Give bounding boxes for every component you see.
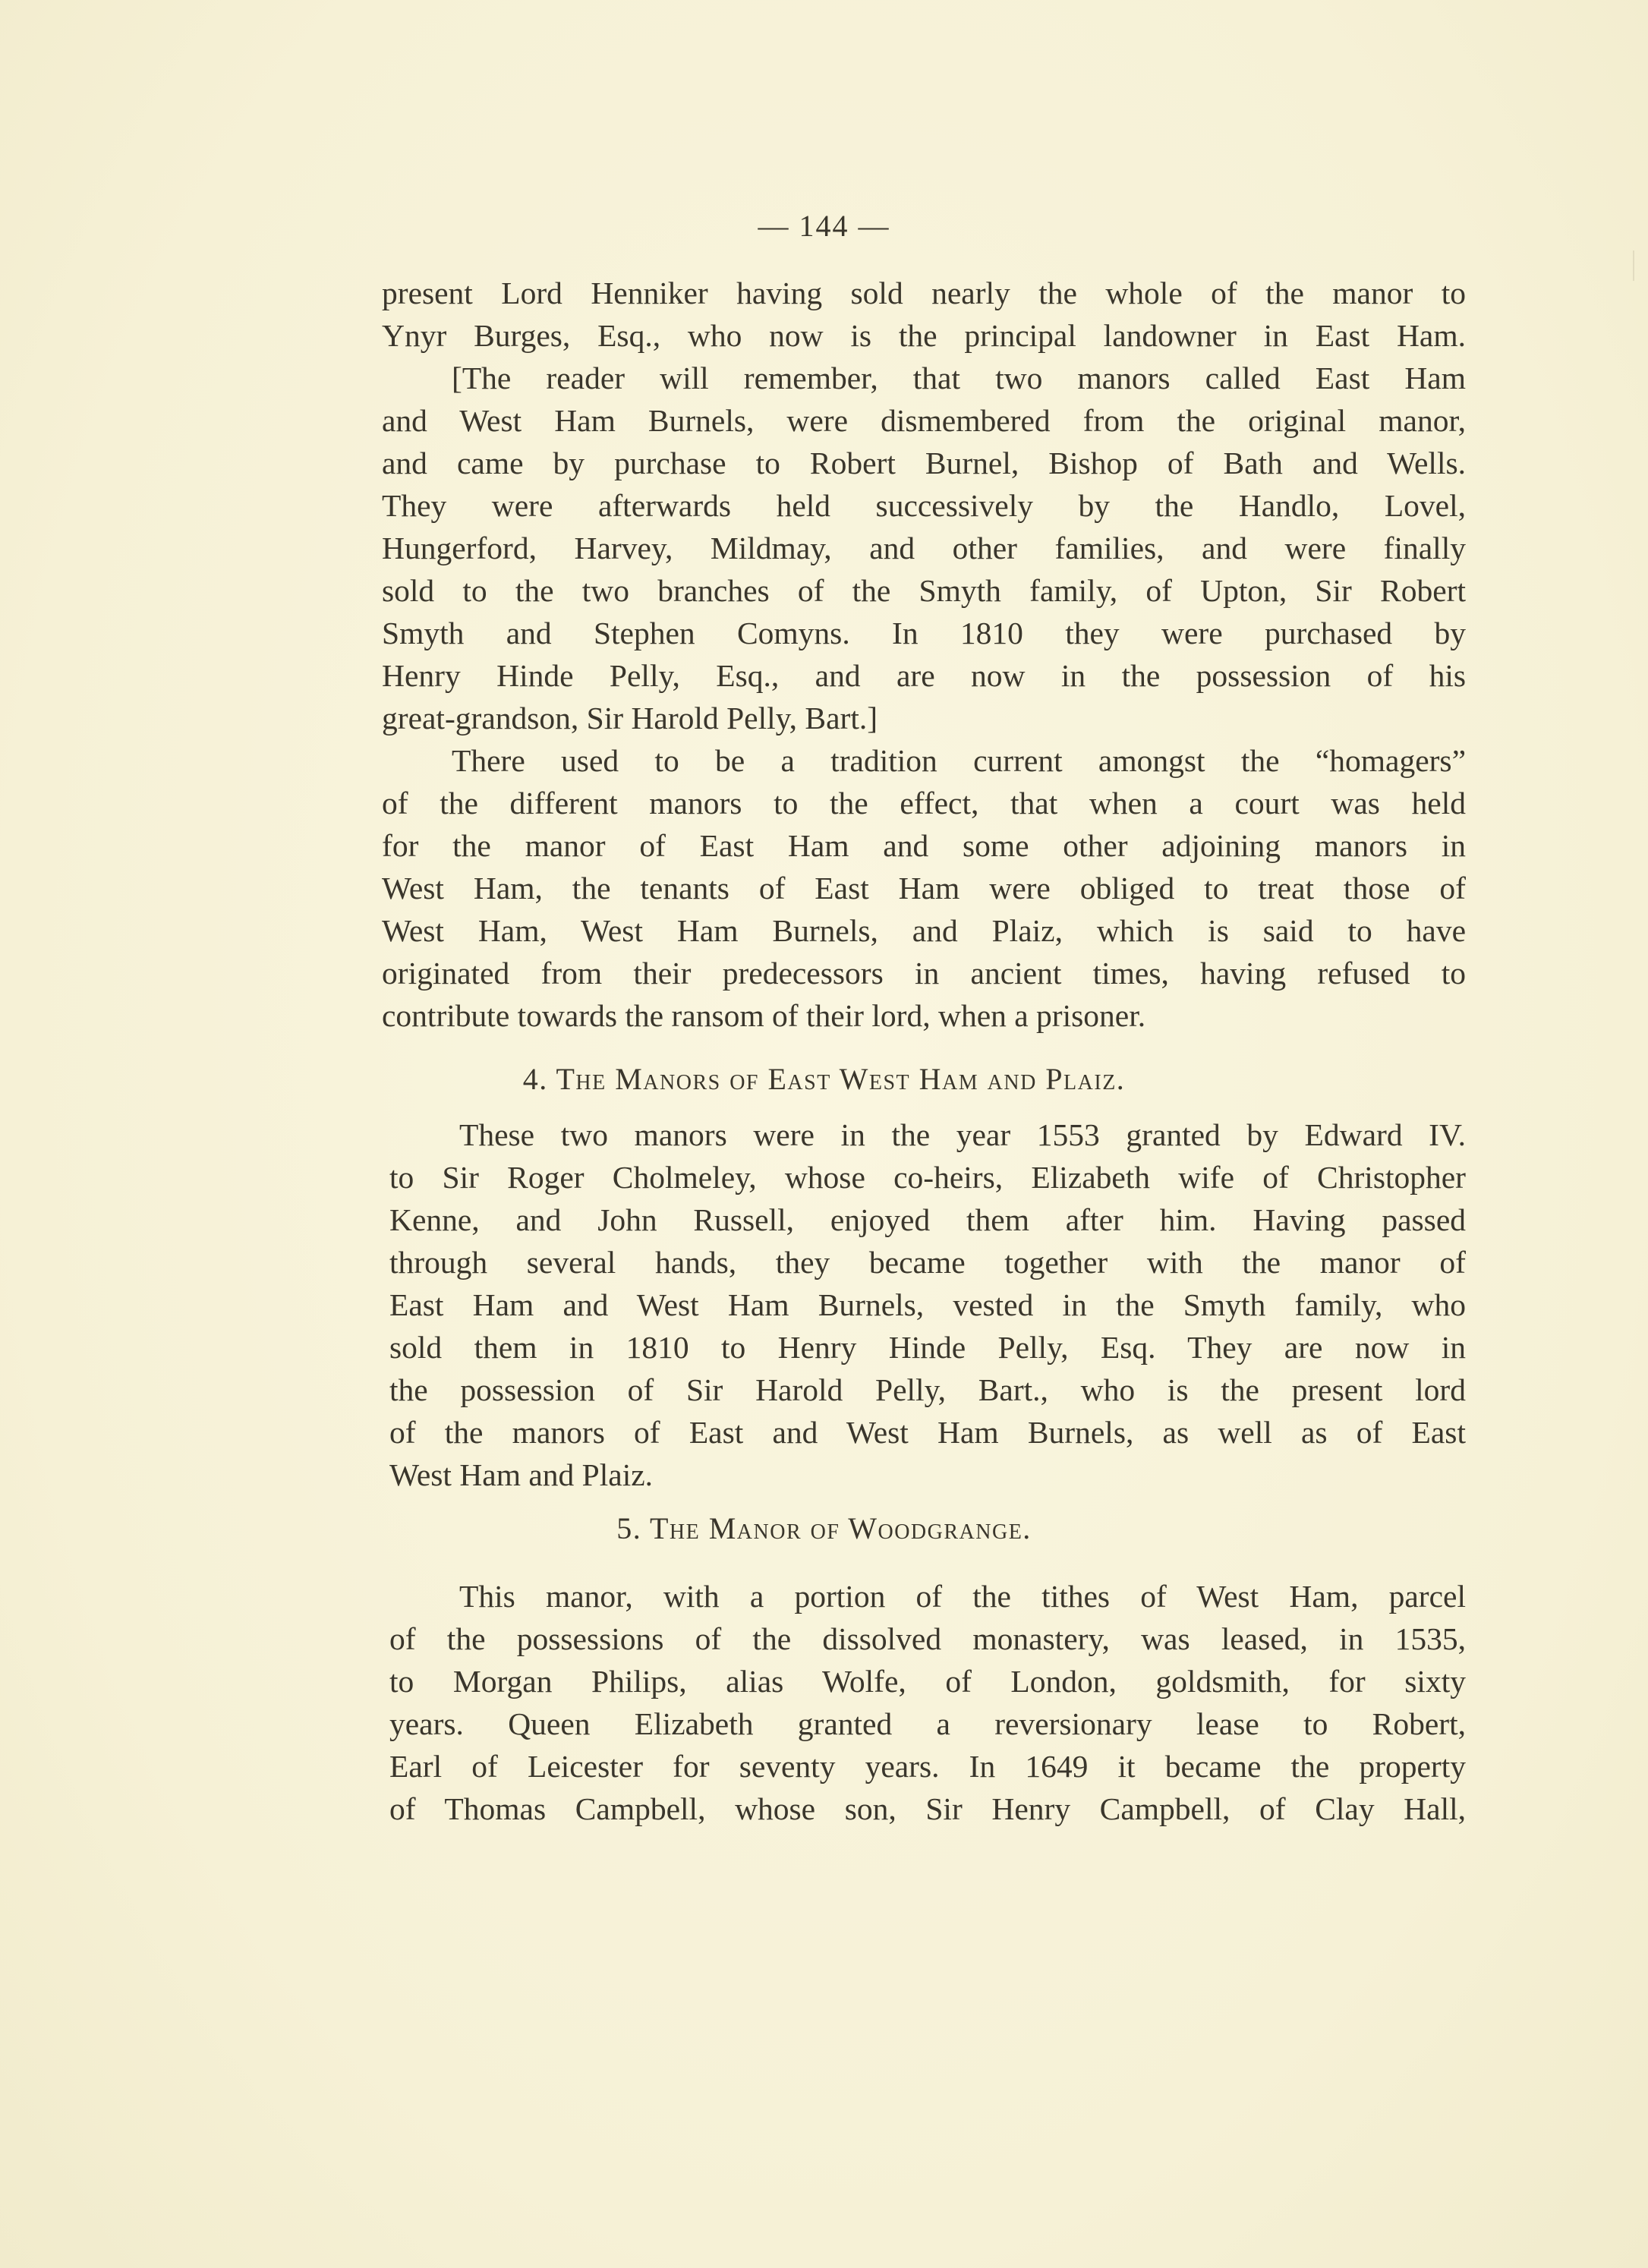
- text-line: sold to the two branches of the Smyth family, of Upton, Sir Robert: [382, 573, 1466, 608]
- text-line: sold them in 1810 to Henry Hinde Pelly, Esq. They are now in: [389, 1330, 1466, 1365]
- text-line: Henry Hinde Pelly, Esq., and are now in the possession of his: [382, 658, 1466, 693]
- paragraph-block-3: [389, 1575, 1466, 1830]
- section-heading-text: 5. The Manor of Woodgrange.: [616, 1511, 1032, 1545]
- text-line: years. Queen Elizabeth granted a reversionary lease to Robert,: [389, 1706, 1466, 1741]
- text-line: They were afterwards held successively by the Handlo, Lovel,: [382, 488, 1466, 523]
- text-line: through several hands, they became together with the manor of: [389, 1245, 1466, 1280]
- text-line: These two manors were in the year 1553 granted by Edward IV.: [459, 1117, 1466, 1152]
- page-edge-mark: [1633, 250, 1634, 281]
- text-line: West Ham, West Ham Burnels, and Plaiz, which is said to have: [382, 913, 1466, 948]
- text-line: originated from their predecessors in ancient times, having refused to: [382, 956, 1466, 991]
- text-line: of the different manors to the effect, that when a court was held: [382, 786, 1466, 821]
- text-line: contribute towards the ransom of their lord, when a prisoner.: [382, 998, 1146, 1033]
- text-line: of the possessions of the dissolved monastery, was leased, in 1535,: [389, 1621, 1466, 1656]
- page-number: — 144 —: [758, 209, 890, 243]
- text-line: for the manor of East Ham and some other adjoining manors in: [382, 828, 1466, 863]
- text-line: Hungerford, Harvey, Mildmay, and other families, and were finally: [382, 531, 1466, 565]
- text-line: of the manors of East and West Ham Burnels, as well as of East: [389, 1415, 1466, 1450]
- text-line: the possession of Sir Harold Pelly, Bart., who is the present lord: [389, 1372, 1466, 1407]
- text-line: Ynyr Burges, Esq., who now is the principal landowner in East Ham.: [382, 318, 1466, 353]
- text-line: [The reader will remember, that two manors called East Ham: [452, 361, 1466, 395]
- text-line: Kenne, and John Russell, enjoyed them after him. Having passed: [389, 1202, 1466, 1237]
- text-line: Smyth and Stephen Comyns. In 1810 they were purchased by: [382, 616, 1466, 650]
- text-line: to Morgan Philips, alias Wolfe, of London, goldsmith, for sixty: [389, 1664, 1466, 1699]
- section-heading-5: [0, 1510, 1648, 1546]
- text-line: Earl of Leicester for seventy years. In 1649 it became the property: [389, 1749, 1466, 1784]
- text-line: present Lord Henniker having sold nearly the whole of the manor to: [382, 276, 1466, 310]
- paragraph-block-1: [382, 272, 1466, 1037]
- text-line: West Ham, the tenants of East Ham were obliged to treat those of: [382, 871, 1466, 906]
- text-line: of Thomas Campbell, whose son, Sir Henry Campbell, of Clay Hall,: [389, 1791, 1466, 1826]
- text-line: and West Ham Burnels, were dismembered from the original manor,: [382, 403, 1466, 438]
- text-line: and came by purchase to Robert Burnel, Bishop of Bath and Wells.: [382, 446, 1466, 480]
- section-heading-4: [0, 1061, 1648, 1097]
- text-line: great-grandson, Sir Harold Pelly, Bart.]: [382, 701, 878, 736]
- text-line: This manor, with a portion of the tithes of West Ham, parcel: [459, 1579, 1466, 1614]
- text-line: There used to be a tradition current amongst the “homagers”: [452, 743, 1466, 778]
- text-line: West Ham and Plaiz.: [389, 1457, 654, 1492]
- paragraph-block-2: [389, 1114, 1466, 1496]
- text-line: East Ham and West Ham Burnels, vested in the Smyth family, who: [389, 1287, 1466, 1322]
- text-line: to Sir Roger Cholmeley, whose co-heirs, Elizabeth wife of Christopher: [389, 1160, 1466, 1195]
- section-heading-text: 4. The Manors of East West Ham and Plaiz.: [522, 1062, 1126, 1096]
